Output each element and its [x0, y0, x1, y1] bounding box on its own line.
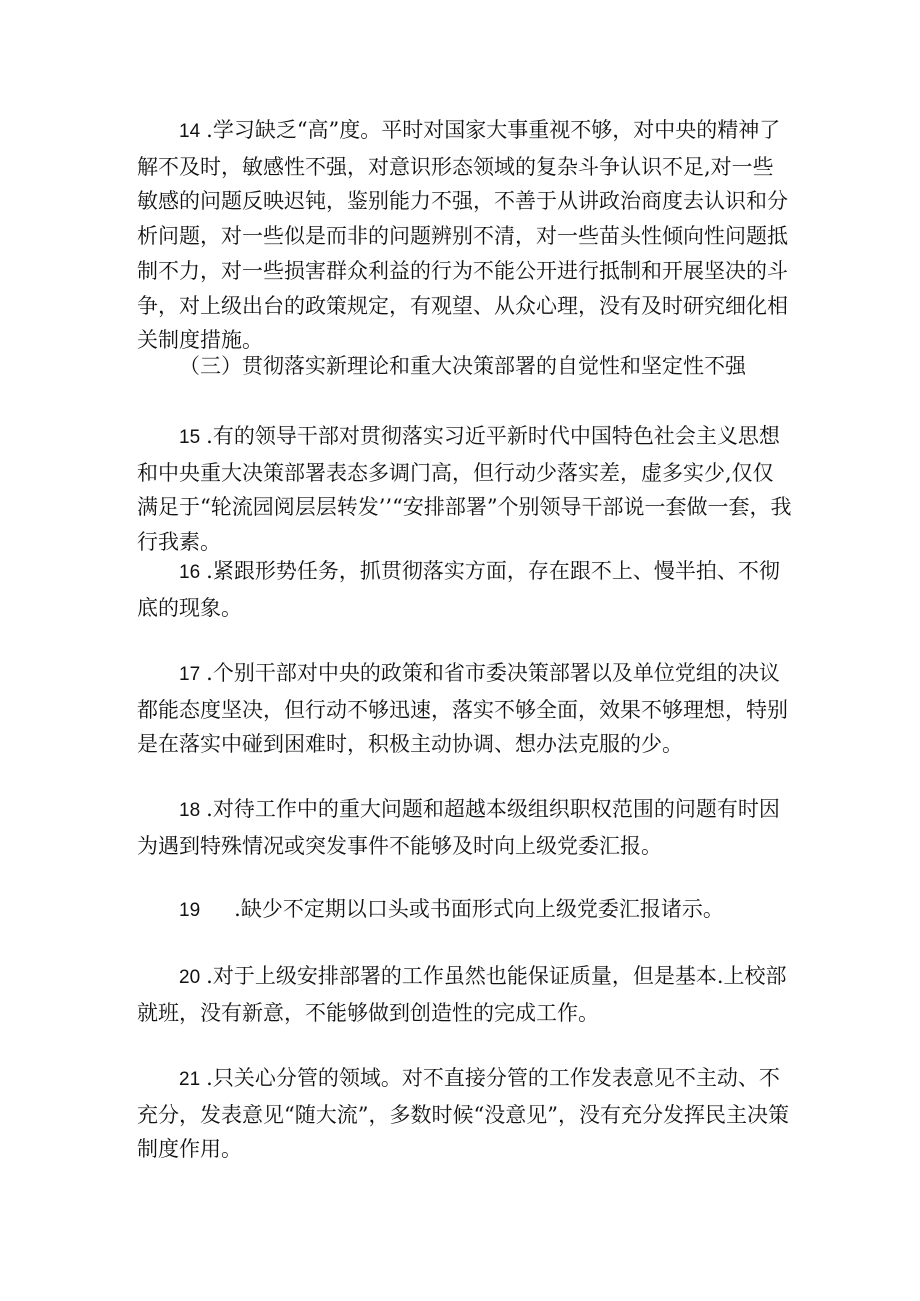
- item-number: 20: [179, 967, 201, 988]
- item-number: 18: [179, 800, 201, 821]
- paragraph-21: [137, 1061, 793, 1167]
- paragraph-19: [137, 892, 793, 929]
- paragraph-17: [137, 656, 793, 762]
- item-text: .缺少不定期以口头或书面形式向上级党委汇报诸示。: [234, 897, 724, 921]
- item-text: .只关心分管的领域。对不直接分管的工作发表意见不主动、不充分，发表意见“随大流”，多数时候“没意见”，没有充分发挥民主决策制度作用。: [137, 1066, 789, 1162]
- item-text: .个别干部对中央的政策和省市委决策部署以及单位党组的决议都能态度坚决，但行动不够迅速，落实不够全面，效果不够理想，特别是在落实中碰到困难时，积极主动协调、想办法克服的少。: [137, 661, 788, 757]
- paragraph-14: [137, 113, 793, 358]
- section-heading: （三）贯彻落实新理论和重大决策部署的自觉性和坚定性不强: [179, 354, 746, 378]
- item-number: 19: [179, 900, 201, 921]
- item-text: .紧跟形势任务，抓贯彻落实方面，存在跟不上、慢半拍、不彻底的现象。: [137, 559, 780, 620]
- paragraph-15: [137, 419, 793, 560]
- item-text: .有的领导干部对贯彻落实习近平新时代中国特色社会主义思想和中央重大决策部署表态多调门高，但行动少落实差，虚多实少,仅仅满足于“轮流园阅层层转发’’“安排部署”个别领导干部说一套做一套，我行我素。: [137, 424, 792, 555]
- item-text: .学习缺乏“高”度。平时对国家大事重视不够，对中央的精神了解不及时，敏感性不强，对意识形态领域的复杂斗争认识不足,对一些敏感的问题反映迟钝，鉴别能力不强，不善于从讲政治商度去认识和分析问题，对一些似是而非的问题辨别不清，对一些苗头性倾向性问题抵制不力，对一些损害群众利益的行为不能公开进行抵制和开展坚决的斗争，对上级出台的政策规定，有观望、从众心理，没有及时研究细化相关制度措施。: [137, 118, 788, 353]
- item-text: .对于上级安排部署的工作虽然也能保证质量，但是基本.上校部就班，没有新意，不能够做到创造性的完成工作。: [137, 964, 787, 1025]
- item-number: 15: [179, 427, 201, 448]
- item-text: .对待工作中的重大问题和超越本级组织职权范围的问题有时因为遇到特殊情况或突发事件不能够及时向上级党委汇报。: [137, 797, 780, 858]
- item-number: 21: [179, 1069, 201, 1090]
- item-number: 17: [179, 664, 201, 685]
- item-number: 14: [179, 121, 201, 142]
- paragraph-18: [137, 792, 793, 863]
- item-number: 16: [179, 562, 201, 583]
- paragraph-16: [137, 554, 793, 625]
- paragraph-20: [137, 959, 793, 1030]
